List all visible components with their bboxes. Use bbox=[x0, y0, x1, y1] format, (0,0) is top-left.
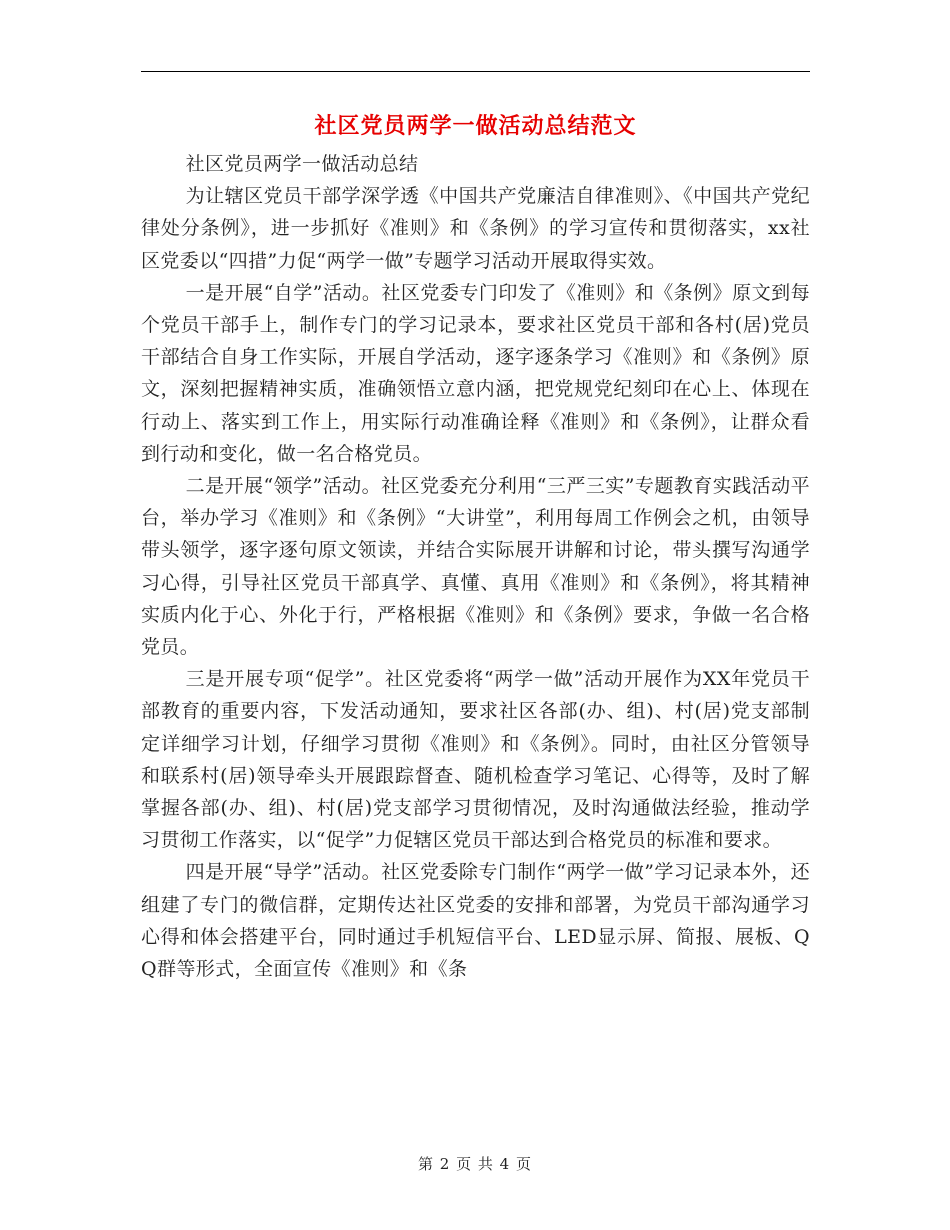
header-rule bbox=[141, 71, 810, 72]
paragraph-guide-study: 四是开展“导学”活动。社区党委除专门制作“两学一做”学习记录本外，还组建了专门的微信群，定期传达社区党委的安排和部署，为党员干部沟通学习心得和体会搭建平台，同时通过手机短信平台、LED显示屏、简报、展板、QQ群等形式，全面宣传《准则》和《条 bbox=[141, 861, 810, 981]
document-title: 社区党员两学一做活动总结范文 bbox=[314, 113, 637, 139]
paragraph-intro: 为让辖区党员干部学深学透《中国共产党廉洁自律准则》、《中国共产党纪律处分条例》，进一步抓好《准则》和《条例》的学习宣传和贯彻落实，xx社区党委以“四措”力促“两学一做”专题学习活动开展取得实效。 bbox=[141, 185, 810, 272]
paragraph-subtitle: 社区党员两学一做活动总结 bbox=[185, 153, 419, 175]
paragraph-lead-study: 二是开展“领学”活动。社区党委充分利用“三严三实”专题教育实践活动平台，举办学习《准则》和《条例》“大讲堂”，利用每周工作例会之机，由领导带头领学，逐字逐句原文领读，并结合实际展开讲解和讨论，带头撰写沟通学习心得，引导社区党员干部真学、真懂、真用《准则》和《条例》，将其精神实质内化于心、外化于行，严格根据《准则》和《条例》要求，争做一名合格党员。 bbox=[141, 475, 810, 659]
paragraph-promote-study: 三是开展专项“促学”。社区党委将“两学一做”活动开展作为XX年党员干部教育的重要内容，下发活动通知，要求社区各部(办、组)、村(居)党支部制定详细学习计划，仔细学习贯彻《准则》和《条例》。同时，由社区分管领导和联系村(居)领导牵头开展跟踪督查、随机检查学习笔记、心得等，及时了解掌握各部(办、组)、村(居)党支部学习贯彻情况，及时沟通做法经验，推动学习贯彻工作落实，以“促学”力促辖区党员干部达到合格党员的标准和要求。 bbox=[141, 668, 810, 852]
document-body bbox=[141, 148, 810, 985]
page-number-footer: 第 2 页 共 4 页 bbox=[418, 1155, 532, 1173]
paragraph-self-study: 一是开展“自学”活动。社区党委专门印发了《准则》和《条例》原文到每个党员干部手上，制作专门的学习记录本，要求社区党员干部和各村(居)党员干部结合自身工作实际，开展自学活动，逐字逐条学习《准则》和《条例》原文，深刻把握精神实质，准确领悟立意内涵，把党规党纪刻印在心上、体现在行动上、落实到工作上，用实际行动准确诠释《准则》和《条例》，让群众看到行动和变化，做一名合格党员。 bbox=[141, 281, 810, 465]
